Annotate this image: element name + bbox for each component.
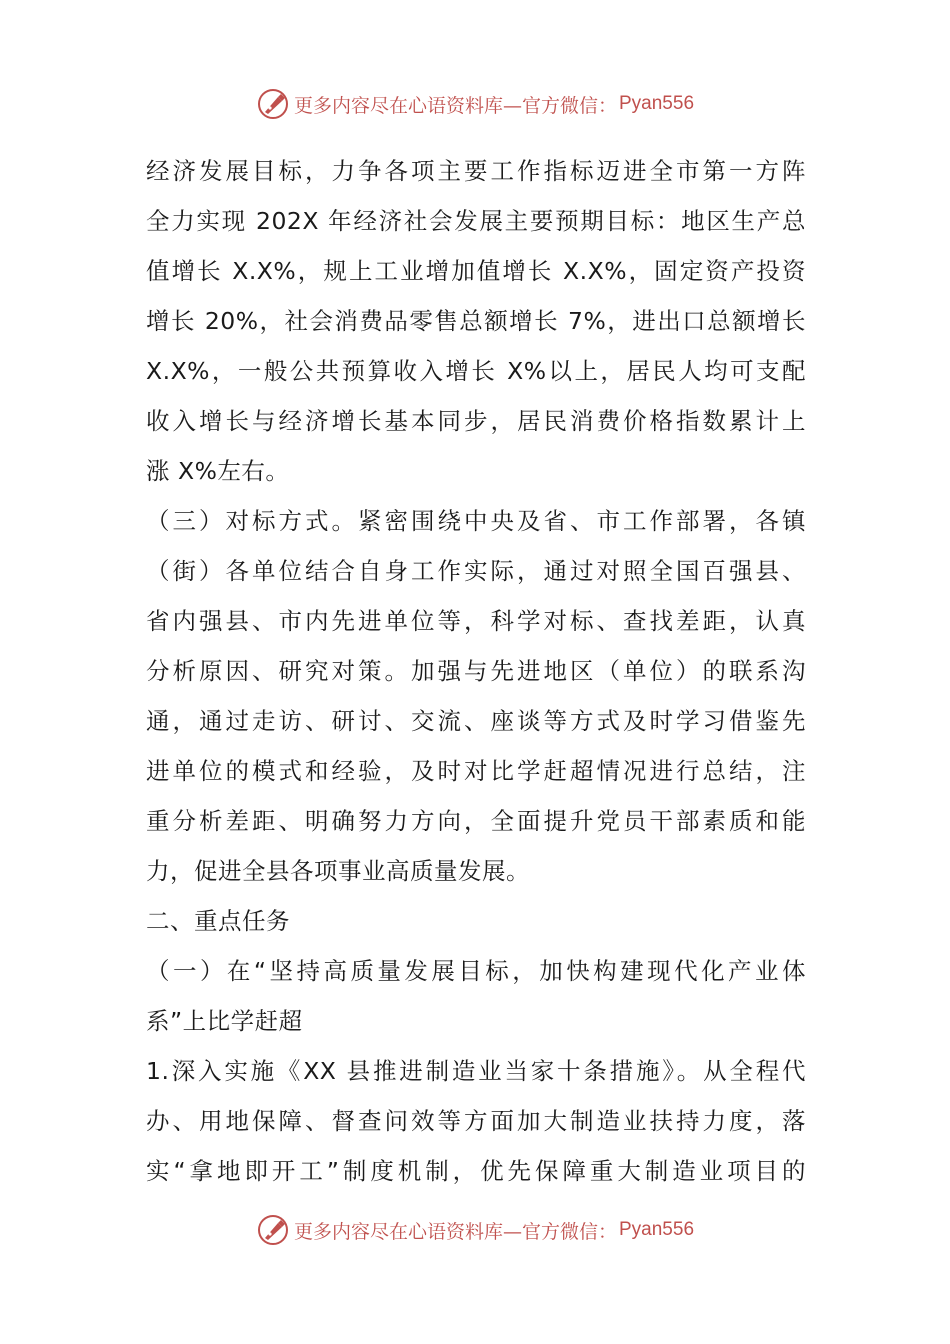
text-line: 分析原因、研究对策。加强与先进地区（单位）的联系沟 bbox=[146, 657, 806, 685]
text-line: （街）各单位结合自身工作实际，通过对照全国百强县、 bbox=[146, 557, 806, 585]
watermark-text: 更多内容尽在心语资料库—官方微信： bbox=[293, 1220, 617, 1243]
watermark-wechat-id: Pyan556 bbox=[619, 93, 695, 114]
subsection-heading: （一）在“坚持高质量发展目标，加快构建现代化产业体 bbox=[146, 957, 806, 985]
text-line: （三）对标方式。紧密围绕中央及省、市工作部署，各镇 bbox=[146, 507, 806, 535]
text-line: 办、用地保障、督查问效等方面加大制造业扶持力度，落 bbox=[146, 1107, 806, 1135]
footer-watermark bbox=[0, 1210, 950, 1250]
text-line: 省内强县、市内先进单位等，科学对标、查找差距，认真 bbox=[146, 607, 806, 635]
section-heading: 二、重点任务 bbox=[146, 907, 290, 935]
text-line: 通，通过走访、研讨、交流、座谈等方式及时学习借鉴先 bbox=[146, 707, 806, 735]
subsection-heading: 系”上比学赶超 bbox=[146, 1007, 303, 1035]
text-line: 收入增长与经济增长基本同步，居民消费价格指数累计上 bbox=[146, 407, 806, 435]
header-watermark bbox=[0, 84, 950, 124]
text-line: 值增长 X.X%，规上工业增加值增长 X.X%，固定资产投资 bbox=[146, 257, 806, 285]
text-line: 增长 20%，社会消费品零售总额增长 7%，进出口总额增长 bbox=[146, 307, 806, 335]
text-line: 涨 X%左右。 bbox=[146, 457, 290, 485]
text-line: 经济发展目标，力争各项主要工作指标迈进全市第一方阵 bbox=[146, 157, 806, 185]
pen-nib-logo-icon bbox=[256, 87, 290, 121]
text-line: X.X%，一般公共预算收入增长 X%以上，居民人均可支配 bbox=[146, 357, 806, 385]
text-line: 1.深入实施《XX 县推进制造业当家十条措施》。从全程代 bbox=[146, 1057, 806, 1085]
pen-nib-logo-icon bbox=[256, 1213, 290, 1247]
document-body bbox=[146, 146, 806, 1196]
watermark-wechat-id: Pyan556 bbox=[619, 1219, 695, 1240]
text-line: 进单位的模式和经验，及时对比学赶超情况进行总结，注 bbox=[146, 757, 806, 785]
text-line: 力，促进全县各项事业高质量发展。 bbox=[146, 857, 530, 885]
watermark-text: 更多内容尽在心语资料库—官方微信： bbox=[293, 94, 617, 117]
text-line: 实“拿地即开工”制度机制，优先保障重大制造业项目的 bbox=[146, 1157, 806, 1185]
text-line: 全力实现 202X 年经济社会发展主要预期目标：地区生产总 bbox=[146, 207, 806, 235]
text-line: 重分析差距、明确努力方向，全面提升党员干部素质和能 bbox=[146, 807, 806, 835]
